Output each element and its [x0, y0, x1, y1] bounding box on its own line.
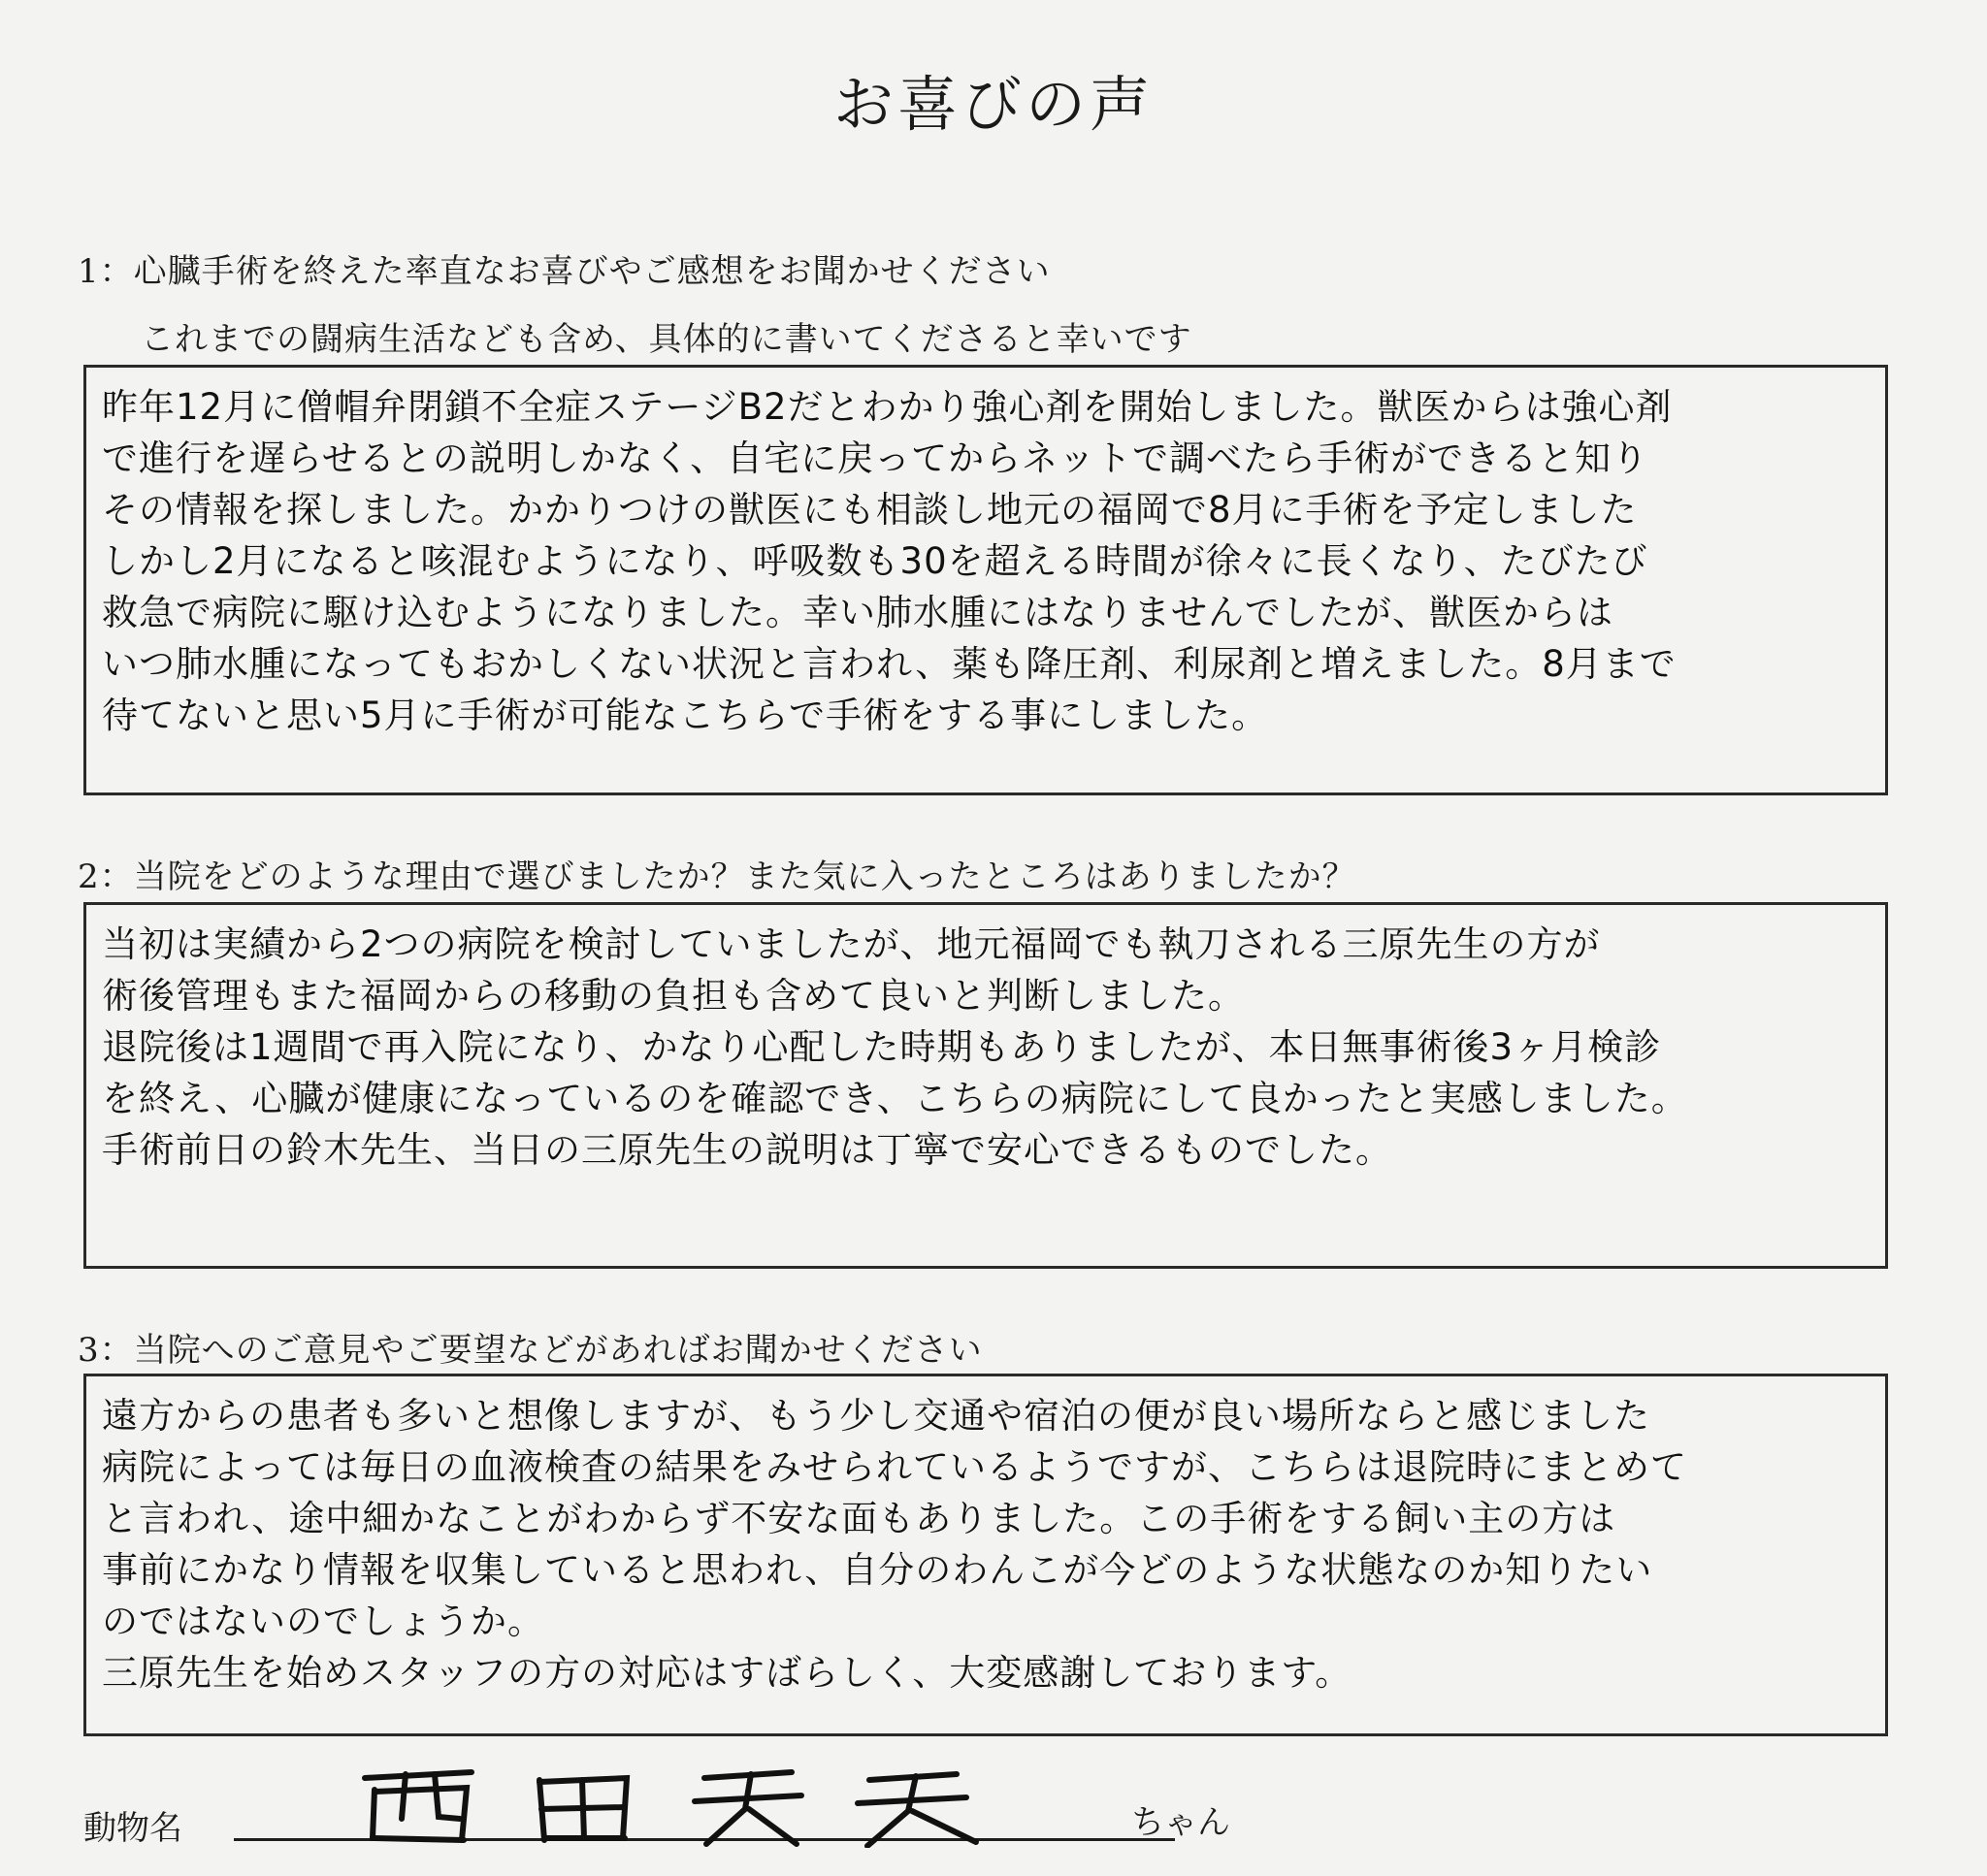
- question-3: 3：当院へのご意見やご要望などがあればお聞かせください: [78, 1331, 983, 1370]
- answer-1-line: その情報を探しました。かかりつけの獣医にも相談し地元の福岡で8月に手術を予定しました: [102, 489, 1638, 531]
- answer-box-3: [83, 1374, 1888, 1736]
- answer-3-line: 遠方からの患者も多いと想像しますが、もう少し交通や宿泊の便が良い場所ならと感じました: [102, 1395, 1650, 1437]
- question-1-subtext: これまでの闘病生活なども含め、具体的に書いてくださると幸いです: [141, 320, 1192, 359]
- answer-1-line: 救急で病院に駆け込むようになりました。幸い肺水腫にはなりませんでしたが、獣医からは: [102, 592, 1613, 633]
- question-2: 2：当院をどのような理由で選びましたか？また気に入ったところはありましたか？: [78, 857, 1356, 896]
- answer-1-line: 昨年12月に僧帽弁閉鎖不全症ステージB2だとわかり強心剤を開始しました。獣医からは強心剤: [102, 386, 1673, 428]
- answer-3-line: 病院によっては毎日の血液検査の結果をみせられているようですが、こちらは退院時にまとめて: [102, 1446, 1687, 1488]
- answer-3-line: のではないのでしょうか。: [102, 1601, 544, 1642]
- answer-2-line: 手術前日の鈴木先生、当日の三原先生の説明は丁寧で安心できるものでした。: [102, 1129, 1392, 1171]
- animal-name-row: [83, 1790, 1345, 1848]
- question-1: 1：心臓手術を終えた率直なお喜びやご感想をお聞かせください: [78, 252, 1051, 291]
- answer-2-line: 術後管理もまた福岡からの移動の負担も含めて良いと判断しました。: [102, 975, 1245, 1017]
- page-title: お喜びの声: [832, 69, 1154, 140]
- answer-1-line: いつ肺水腫になってもおかしくない状況と言われ、薬も降圧剤、利尿剤と増えました。8月まで: [102, 643, 1677, 685]
- answer-1-line: で進行を遅らせるとの説明しかなく、自宅に戻ってからネットで調べたら手術ができると知り: [102, 437, 1649, 479]
- answer-3-line: 事前にかなり情報を収集していると思われ、自分のわんこが今どのような状態なのか知りたい: [102, 1549, 1653, 1591]
- answer-3-line: 三原先生を始めスタッフの方の対応はすばらしく、大変感謝しております。: [102, 1652, 1352, 1694]
- suffix-label: ちゃん: [1131, 1803, 1230, 1842]
- handwritten-signature: [345, 1761, 1025, 1848]
- answer-box-1: [83, 365, 1888, 795]
- answer-1-line: しかし2月になると咳混むようになり、呼吸数も30を超える時間が徐々に長くなり、たびたび: [102, 540, 1648, 582]
- answer-box-2: [83, 902, 1888, 1269]
- answer-3-line: と言われ、途中細かなことがわからず不安な面もありました。この手術をする飼い主の方は: [102, 1498, 1616, 1539]
- animal-name-label: 動物名: [83, 1809, 182, 1848]
- answer-2-line: 退院後は1週間で再入院になり、かなり心配した時期もありましたが、本日無事術後3ヶ月検診: [102, 1026, 1662, 1068]
- answer-2-line: 当初は実績から2つの病院を検討していましたが、地元福岡でも執刀される三原先生の方が: [102, 923, 1601, 965]
- answer-2-line: を終え、心臓が健康になっているのを確認でき、こちらの病院にして良かったと実感しました。: [102, 1078, 1688, 1119]
- answer-1-line: 待てないと思い5月に手術が可能なこちらで手術をする事にしました。: [102, 695, 1269, 736]
